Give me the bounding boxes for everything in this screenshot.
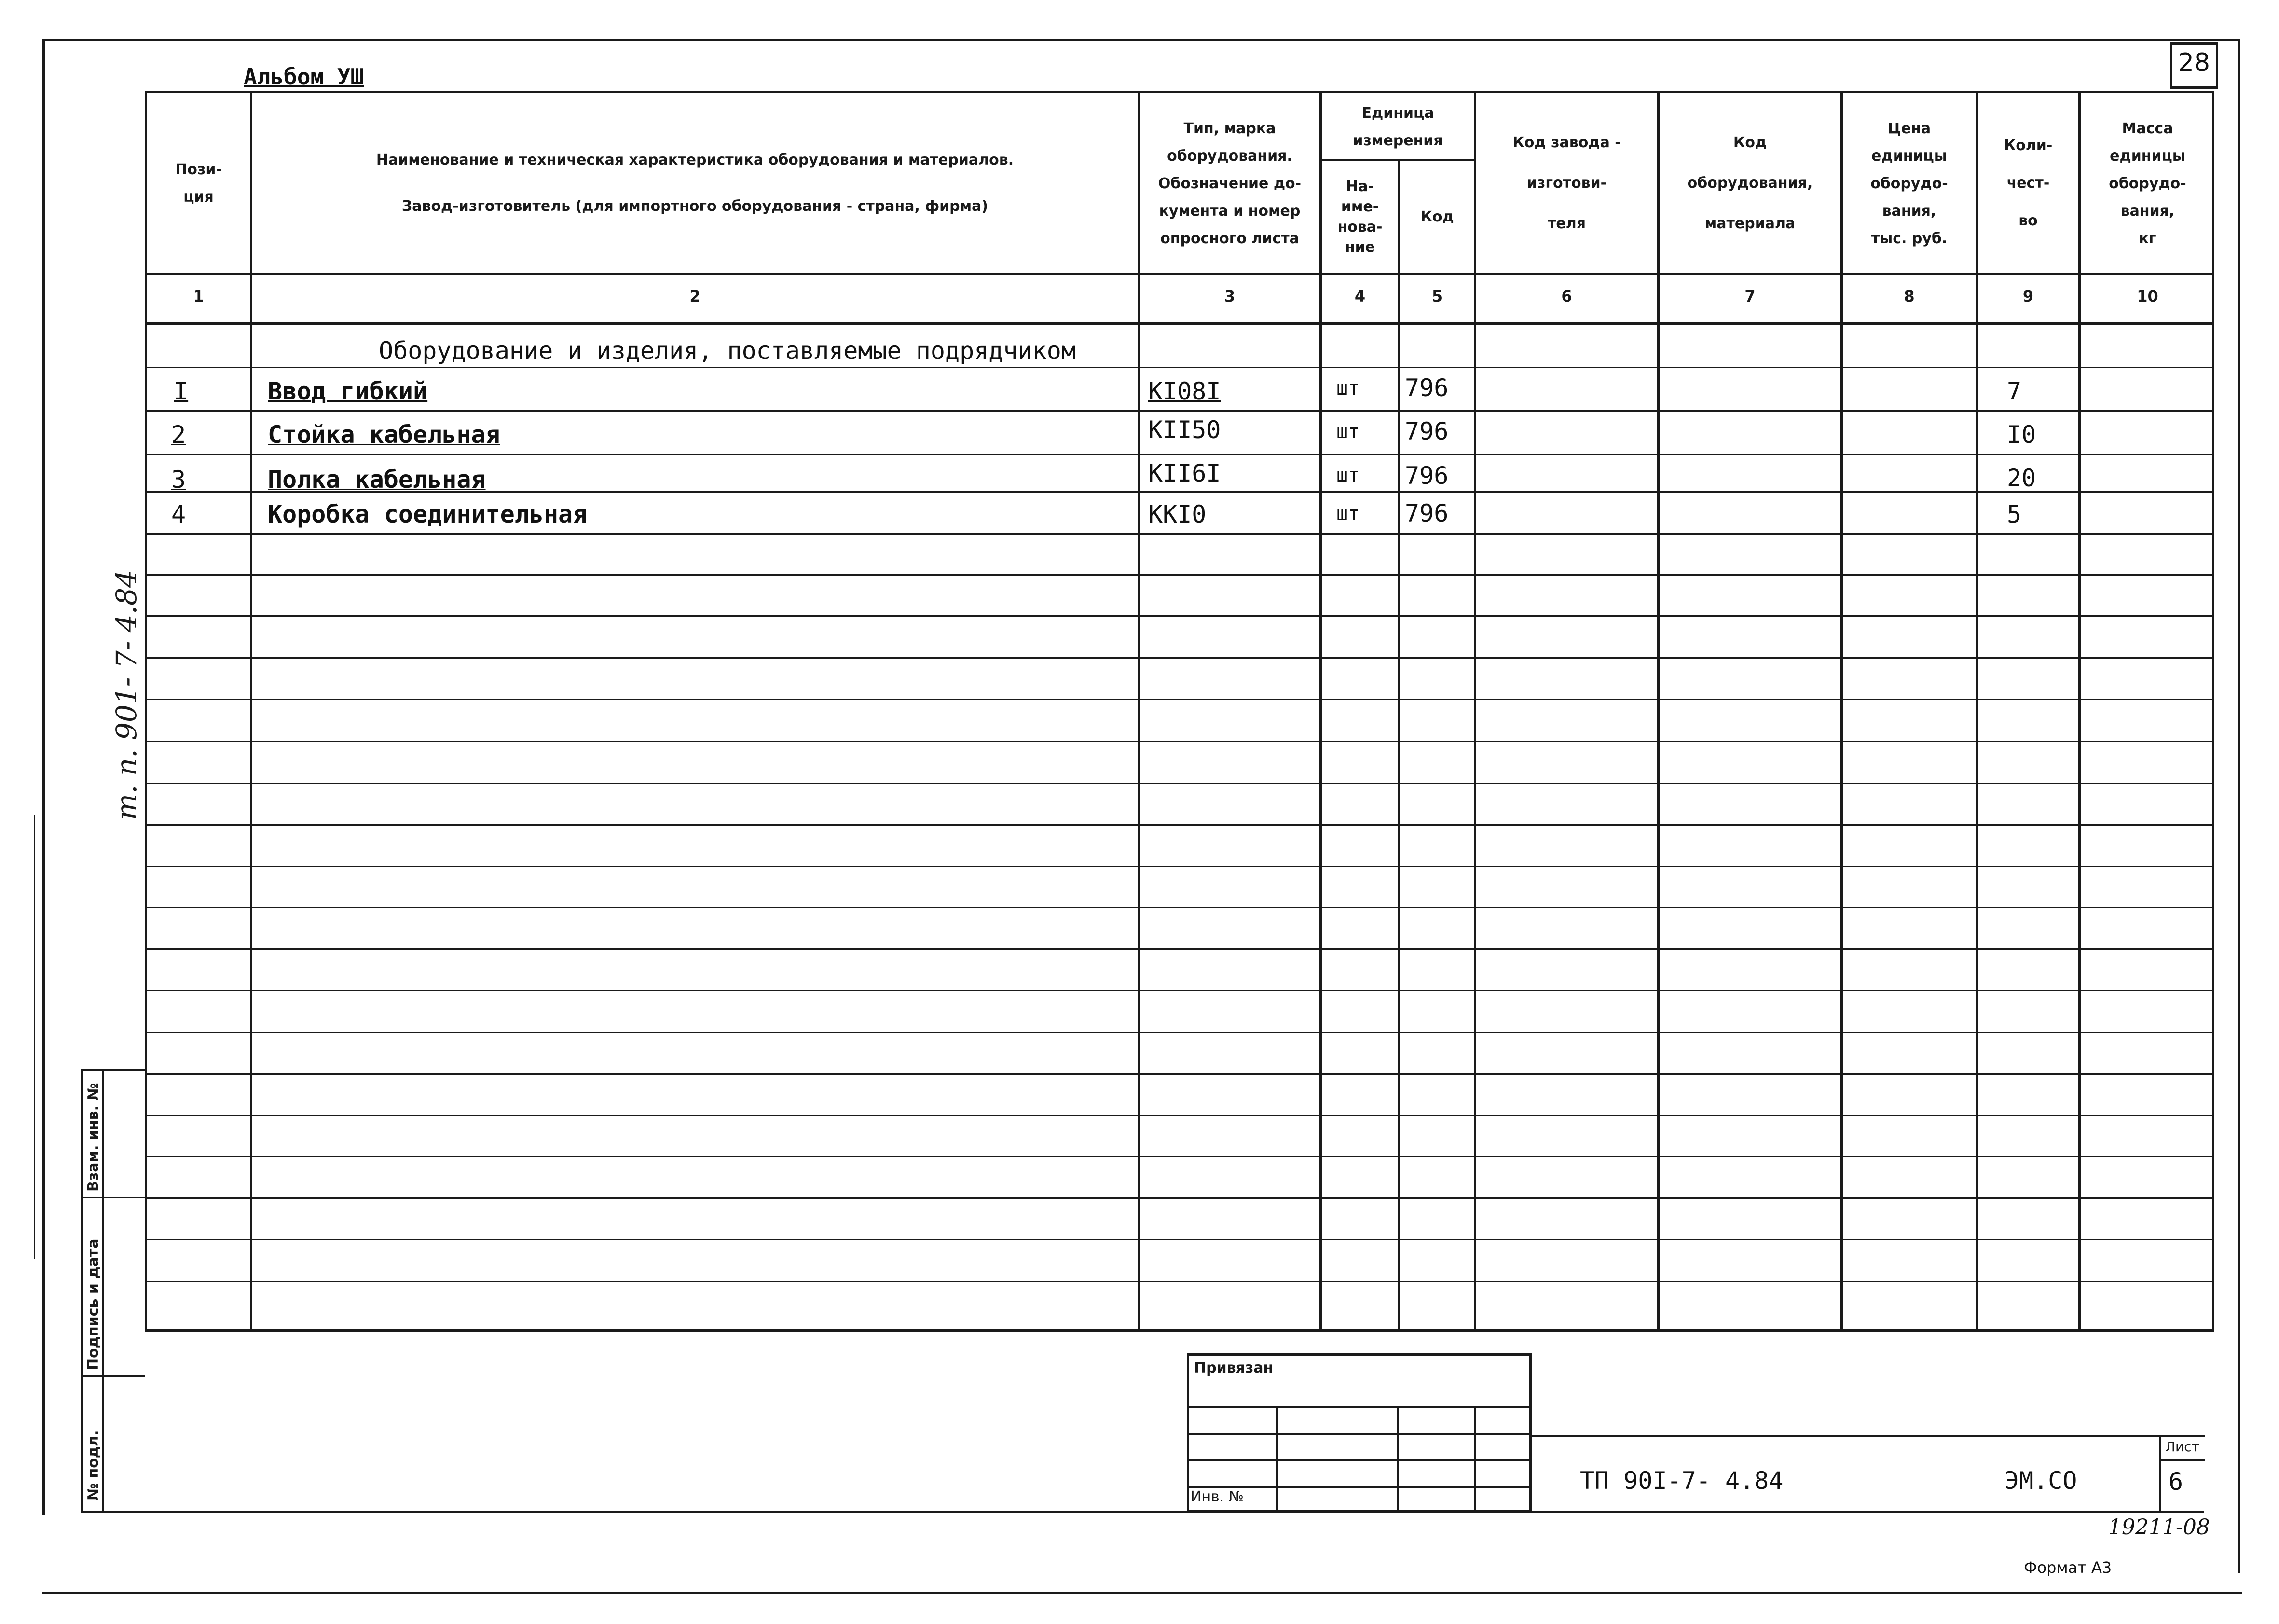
colnum-10: 10	[2137, 287, 2158, 305]
row-quantity: 5	[2007, 500, 2022, 528]
header-position: Пози- ция	[175, 161, 222, 206]
page-number: 28	[2178, 48, 2210, 77]
table-row-rule	[145, 410, 2214, 412]
title-block-top	[1532, 1435, 2205, 1437]
colnum-bottom-rule	[145, 322, 2214, 325]
row-unit-code: 796	[1405, 374, 1449, 402]
header-mass: Масса единицы оборудо- вания, кг	[2109, 120, 2186, 247]
row-name: Стойка кабельная	[268, 421, 500, 449]
colnum-3: 3	[1224, 287, 1236, 305]
table-row-rule	[145, 699, 2214, 700]
left-margin-tick	[34, 815, 35, 1259]
header-factory-code: Код завода - изготови- теля	[1512, 134, 1621, 232]
table-row-rule	[145, 574, 2214, 576]
row-position: 3	[171, 466, 186, 494]
row-unit: шт	[1336, 377, 1360, 399]
margin-doc-code: т. п. 901- 7- 4.84	[110, 570, 143, 820]
side-label-replace-inv: Взам. инв. №	[85, 1083, 102, 1192]
row-name: Полка кабельная	[268, 466, 486, 494]
row-unit: шт	[1336, 421, 1360, 443]
row-position: I	[174, 377, 189, 405]
album-title: Альбом УШ	[244, 64, 364, 90]
col-divider-8	[1976, 91, 1978, 1332]
colnum-1: 1	[193, 287, 204, 305]
col-divider-3	[1319, 91, 1322, 1332]
table-row-rule	[145, 1115, 2214, 1116]
row-unit-code: 796	[1405, 417, 1449, 445]
outer-frame-top	[42, 39, 2240, 41]
col-divider-9	[2078, 91, 2081, 1332]
table-row-rule	[145, 615, 2214, 617]
side-stamp-mid	[102, 1069, 104, 1513]
colnum-4: 4	[1354, 287, 1366, 305]
table-row-rule	[145, 948, 2214, 950]
colnum-8: 8	[1904, 287, 1915, 305]
side-label-original-no: № подл.	[85, 1430, 102, 1500]
row-name: Ввод гибкий	[268, 377, 428, 405]
side-label-signature-date: Подпись и дата	[85, 1239, 102, 1370]
stamp-bottom-rule	[81, 1511, 2204, 1513]
row-name: Коробка соединительная	[268, 500, 588, 528]
section-title: Оборудование и изделия, поставляемые подрядчиком	[379, 337, 1076, 365]
row-position: 4	[171, 500, 186, 528]
sheet-box-mid	[2159, 1459, 2205, 1461]
header-bottom-rule	[145, 273, 2214, 275]
bound-label: Привязан	[1194, 1360, 1274, 1376]
row-type: КI08I	[1148, 377, 1221, 405]
header-type: Тип, марка оборудования. Обозначение до- кумента и номер опросного листа	[1158, 120, 1302, 247]
side-stamp-div2	[81, 1375, 145, 1377]
sheet-number: 6	[2169, 1468, 2183, 1496]
bound-stamp-col-2	[1397, 1406, 1399, 1513]
bound-stamp-rule-2	[1187, 1433, 1532, 1435]
bound-stamp-col-3	[1474, 1406, 1476, 1513]
bound-stamp-rule-1	[1187, 1406, 1532, 1408]
col-divider-7	[1840, 91, 1843, 1332]
inv-label: Инв. №	[1191, 1488, 1244, 1505]
table-row-rule	[145, 990, 2214, 991]
sheet-box-left	[2159, 1435, 2161, 1513]
header-name: Наименование и техническая характеристика оборудования и материалов. Завод-изготовитель (для импортного оборудования - страна, фирма)	[376, 151, 1014, 215]
col-divider-5	[1474, 91, 1476, 1332]
page-bottom-rule	[42, 1592, 2242, 1594]
table-row-rule	[145, 907, 2214, 908]
colnum-6: 6	[1561, 287, 1572, 305]
table-row-rule	[145, 657, 2214, 659]
bound-stamp-rule-4	[1187, 1486, 1532, 1488]
header-unit-group: Единица измерения	[1353, 104, 1443, 149]
row-quantity: 20	[2007, 464, 2036, 492]
header-unit-code: Код	[1420, 208, 1454, 225]
side-stamp-left	[81, 1069, 83, 1513]
table-row-rule	[145, 367, 2214, 368]
table-row-rule	[145, 1197, 2214, 1199]
row-type: КII50	[1148, 416, 1221, 444]
header-quantity: Коли- чест- во	[2004, 137, 2053, 229]
table-row-rule	[145, 741, 2214, 742]
outer-frame-left	[42, 39, 45, 1515]
colnum-7: 7	[1744, 287, 1756, 305]
row-type: КII6I	[1148, 459, 1221, 487]
row-unit: шт	[1336, 464, 1360, 486]
header-price: Цена единицы оборудо- вания, тыс. руб.	[1870, 120, 1948, 247]
table-row-rule	[145, 533, 2214, 535]
table-row-rule	[145, 824, 2214, 826]
table-row-rule	[145, 866, 2214, 867]
table-row-rule	[145, 1239, 2214, 1240]
format-label: Формат А3	[2024, 1558, 2112, 1577]
outer-frame-right	[2238, 39, 2240, 1573]
stamp-doc-code: ТП 90I-7- 4.84	[1580, 1467, 1784, 1495]
col-divider-6	[1657, 91, 1660, 1332]
stamp-sheet-code: ЭМ.СО	[2004, 1467, 2077, 1495]
bound-stamp-col-1	[1276, 1406, 1278, 1513]
header-equipment-code: Код оборудования, материала	[1687, 134, 1813, 232]
colnum-2: 2	[689, 287, 700, 305]
bound-stamp-rule-3	[1187, 1459, 1532, 1461]
row-type: ККI0	[1148, 500, 1207, 528]
table-row-rule	[145, 1032, 2214, 1033]
table-row-rule	[145, 454, 2214, 455]
sheet-label: Лист	[2165, 1439, 2199, 1455]
header-unit-name: На- име- нова- ние	[1337, 178, 1383, 256]
table-row-rule	[145, 1281, 2214, 1282]
row-quantity: I0	[2007, 421, 2036, 449]
row-unit: шт	[1336, 503, 1360, 525]
col-divider-2	[1138, 91, 1140, 1332]
main-table-frame	[145, 91, 2214, 1332]
table-row-rule	[145, 1156, 2214, 1157]
side-stamp-div1	[81, 1197, 145, 1198]
side-stamp-top	[81, 1069, 145, 1071]
copy-number: 19211-08	[2108, 1515, 2210, 1540]
table-row-rule	[145, 783, 2214, 784]
col-divider-1	[250, 91, 252, 1332]
colnum-5: 5	[1431, 287, 1443, 305]
row-position: 2	[171, 421, 186, 449]
row-quantity: 7	[2007, 377, 2022, 405]
colnum-9: 9	[2022, 287, 2034, 305]
row-unit-code: 796	[1405, 499, 1449, 527]
table-row-rule	[145, 1073, 2214, 1075]
row-unit-code: 796	[1405, 462, 1449, 490]
